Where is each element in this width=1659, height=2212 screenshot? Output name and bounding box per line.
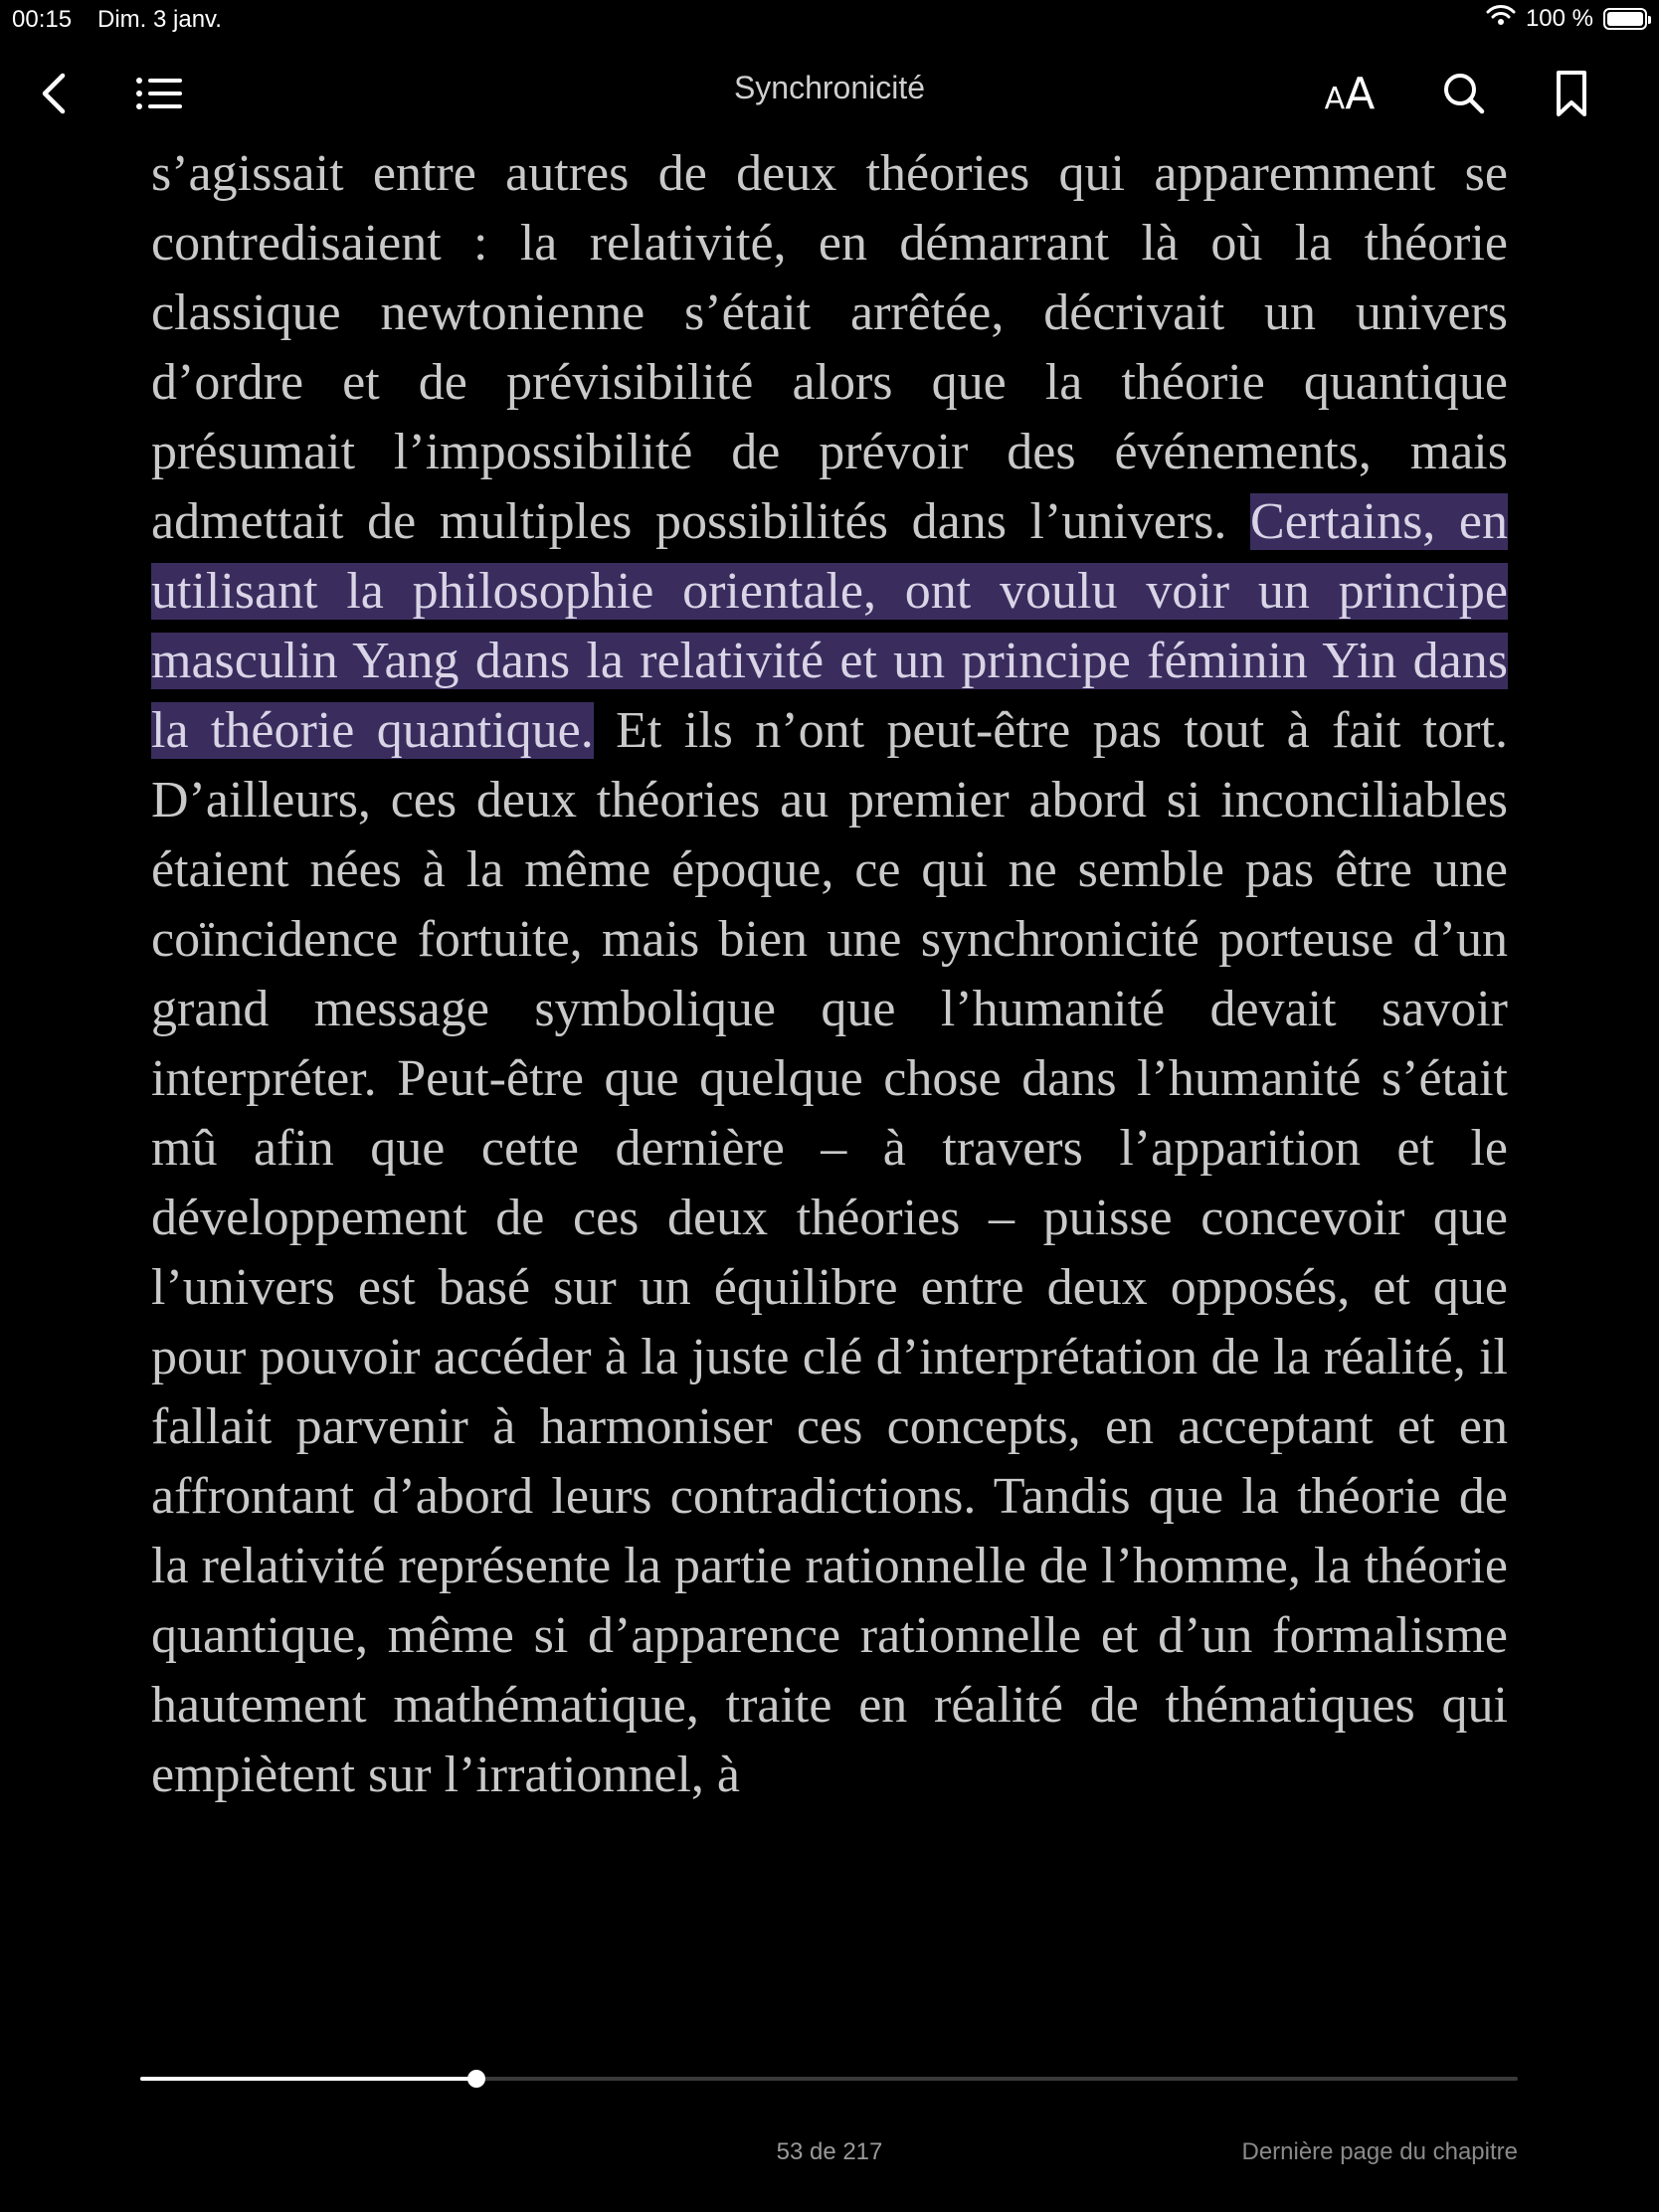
chapter-info: Dernière page du chapitre xyxy=(1241,2138,1518,2165)
book-page[interactable] xyxy=(151,139,1508,1810)
bookmark-icon xyxy=(1555,70,1588,117)
font-size-big-a: A xyxy=(1345,68,1376,119)
text-before-highlight: s’agissait entre autres de deux théories qui apparemment se contredisaient : la relativité, en démarrant là où la théorie classique newtonienne s’était arrêtée, décrivait un univers d’ordre et de prévisibilité alors que la théorie quantique présumait l’impossibilité de prévoir des événements, mais admettait de multiples possibilités dans l’univers. xyxy=(151,145,1508,550)
battery-fill xyxy=(1607,12,1643,26)
font-size-button[interactable] xyxy=(1318,62,1382,125)
book-title: Synchronicité xyxy=(733,70,926,105)
wifi-icon xyxy=(1486,4,1516,33)
page-scrubber[interactable] xyxy=(140,2077,1518,2081)
reader-toolbar xyxy=(0,52,1659,131)
battery-percent: 100 % xyxy=(1525,4,1593,32)
page-paragraph xyxy=(151,139,1508,1810)
search-icon xyxy=(1442,72,1486,115)
battery-icon xyxy=(1603,8,1647,30)
bookmark-button[interactable] xyxy=(1540,62,1603,125)
text-after-highlight: Et ils n’ont peut-être pas tout à fait tort. D’ailleurs, ces deux théories au premier abord si inconciliables étaient nées à la même époque, ce qui ne semble pas être une coïncidence fortuite, mais bien une synchronicité porteuse d’un grand message symbolique que l’humanité devait savoir interpréter. Peut-être que quelque chose dans l’humanité s’était mû afin que cette dernière – à travers l’apparition et le développement de ces deux théories – puisse concevoir que l’univers est basé sur un équilibre entre deux opposés, et que pour pouvoir accéder à la juste clé d’interprétation de la réalité, il fallait parvenir à harmoniser ces concepts, en acceptant et en affrontant d’abord leurs contradictions. Tandis que la théorie de la relativité représente la partie rationnelle de l’homme, la théorie quantique, même si d’apparence rationnelle et d’un formalisme hautement mathématique, traite en réalité de thématiques qui empiètent sur l’irrationnel, à xyxy=(151,702,1508,1803)
font-size-small-a: A xyxy=(1324,81,1346,116)
status-right xyxy=(1486,4,1647,33)
status-date: Dim. 3 janv. xyxy=(97,6,222,33)
scrubber-knob[interactable] xyxy=(467,2070,485,2088)
search-button[interactable] xyxy=(1432,62,1496,125)
page-number: 53 de 217 xyxy=(776,2138,883,2165)
progress-fill xyxy=(140,2077,476,2081)
highlighted-text[interactable]: Certains, en utilisant la philosophie orientale, ont voulu voir un principe masculin Yang dans la relativité et un principe féminin Yin dans la théorie quantique. xyxy=(151,493,1509,759)
status-time: 00:15 xyxy=(12,6,73,33)
status-bar xyxy=(0,0,1659,40)
font-size-icon xyxy=(1325,69,1376,119)
